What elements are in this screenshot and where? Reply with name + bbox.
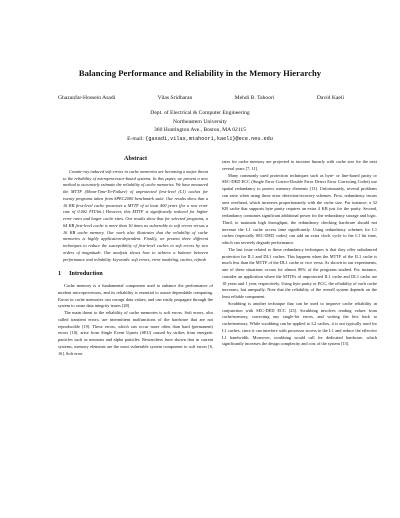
email-address: {gasadi,vilas,mtahoori,kaeli}@ece.neu.edu xyxy=(145,135,273,142)
abstract-heading: Abstract xyxy=(123,155,148,162)
author-name: Ghazanfar-Hossein Asadi xyxy=(58,95,116,101)
section-number: 1 xyxy=(58,270,62,278)
section-heading xyxy=(58,271,213,278)
address: 360 Huntington Ave., Boston, MA 02115 xyxy=(154,127,246,134)
right-column xyxy=(222,159,377,348)
author-list xyxy=(58,95,344,101)
email-line xyxy=(0,135,400,144)
body-paragraph: The main threat to the reliability of cache memories is soft errors. Soft errors, also called transient errors, are intermittent malfunctions of the hardware that are not reproducible [19]. These errors, which can occur more often than hard (permanent) errors [10], arise from Single Event Upsets (SEU) caused by strikes from energetic particles such as neutrons and alpha particles. Researchers have shown that in current systems, memory elements are the most vulnerable system component to soft errors [6, 16]. Soft error xyxy=(58,310,213,356)
university: Northeastern University xyxy=(173,118,227,125)
author-name: Mehdi B. Tahoori xyxy=(234,95,275,101)
body-paragraph: Cache memory is a fundamental component used to enhance the performance of modern microprocessors, and its reliability is essential to assure dependable computing. Errors in cache memories can corrupt data values, and can easily propagate through the system to cause data integrity issues [28]. xyxy=(58,283,213,309)
body-paragraph: Many commonly used protection techniques such as byte- or line-based parity or SEC-DED ECC (Single Error Correct-Double Error Detect Error Correcting Codes) use spatial redundancy to protect memory elements [13]. Unfortunately, several problems can arise when using these error detection/recovery schemes. First, redundancy incurs area overhead, which increases proportionately with the cache size. For instance, a 32 KB cache that supports byte parity requires an extra 4 KB just for the parity. Second, redundancy consumes significant additional power for the redundancy storage and logic. Third, to maintain high throughput, the redundancy checking hardware should not increase the L1 cache access time significantly. Using redundancy schemes for L1 caches (especially SEC-DED codes) can add an extra clock cycle to the L1 hit time, which can severely degrade performance. xyxy=(222,172,377,245)
body-paragraph: The last issue related to these redundancy techniques is that they offer unbalanced protection for IL1 and DL1 caches. This happens when the MTTF of the IL1 cache is much less than the MTTF of the DL1 cache or vice versa. As shown in our experiments, one of these situations occurs for almost 80% of the programs studied. For instance, consider an application where the MTTFs of unprotected IL1 cache and DL1 cache are 10 years and 1 year, respectively. Using byte parity or ECC, the reliability of each cache increases, but unequally. Note that the reliability of the overall system depends on the least reliable component. xyxy=(222,246,377,299)
email-prefix: E-mail: xyxy=(127,135,146,142)
abstract-text: Cosmic-ray induced soft errors in cache memories are becoming a major threat to the reliability of microprocessor-based systems. In this paper, we present a new method to accurately estimate the reliability of cache memories. We have measured the MTTF (Mean-Time-To-Failure) of unprotected first-level (L1) caches for twenty programs taken from SPEC2000 benchmark suite. Our results show that a 16 KB first-level cache possesses a MTTF of at least 400 years (for a raw error rate of 0.002 FIT/bit.) However, this MTTF is significantly reduced for higher error rates and larger cache sizes. Our results show that for selected programs, a 64 KB first-level cache is more than 10 times as vulnerable to soft errors versus a 16 KB cache memory. Our work also illustrates that the reliability of cache memories is highly application-dependent. Finally, we present three different techniques to reduce the susceptibility of first-level caches to soft errors by two orders of magnitude. Our analysis shows how to achieve a balance between performance and reliability. keywords: soft errors, error modeling, caches, refresh xyxy=(63,168,208,262)
author-name: David Kaeli xyxy=(316,95,344,101)
department: Dept. of Electrical & Computer Engineering xyxy=(150,110,250,116)
section-title: Introduction xyxy=(69,270,103,278)
body-paragraph: Scrubbing is another technique that can be used to improve cache reliability in conjunction with SEC-DED ECC [23]. Scrubbing involves reading values from cache/memory, correcting any single-bit errors, and writing the bits back to cache/memory. While scrubbing can be applied to L2 caches, it is not typically used for L1 caches, since it can interfere with processor access to the L1 and reduce the effective L1 bandwidth. Moreover, scrubbing would call for dedicated hardware, which significantly increases the design complexity and cost of the system [13]. xyxy=(222,300,377,347)
body-paragraph: rates for cache memory are projected to increase linearly with cache size for the next several years [7, 11]. xyxy=(222,159,377,171)
left-column xyxy=(58,156,213,357)
paper-title: Balancing Performance and Reliability in the Memory Hierarchy xyxy=(78,68,322,78)
affiliation-block xyxy=(0,109,400,143)
author-name: Vilas Sridharan xyxy=(157,95,193,101)
